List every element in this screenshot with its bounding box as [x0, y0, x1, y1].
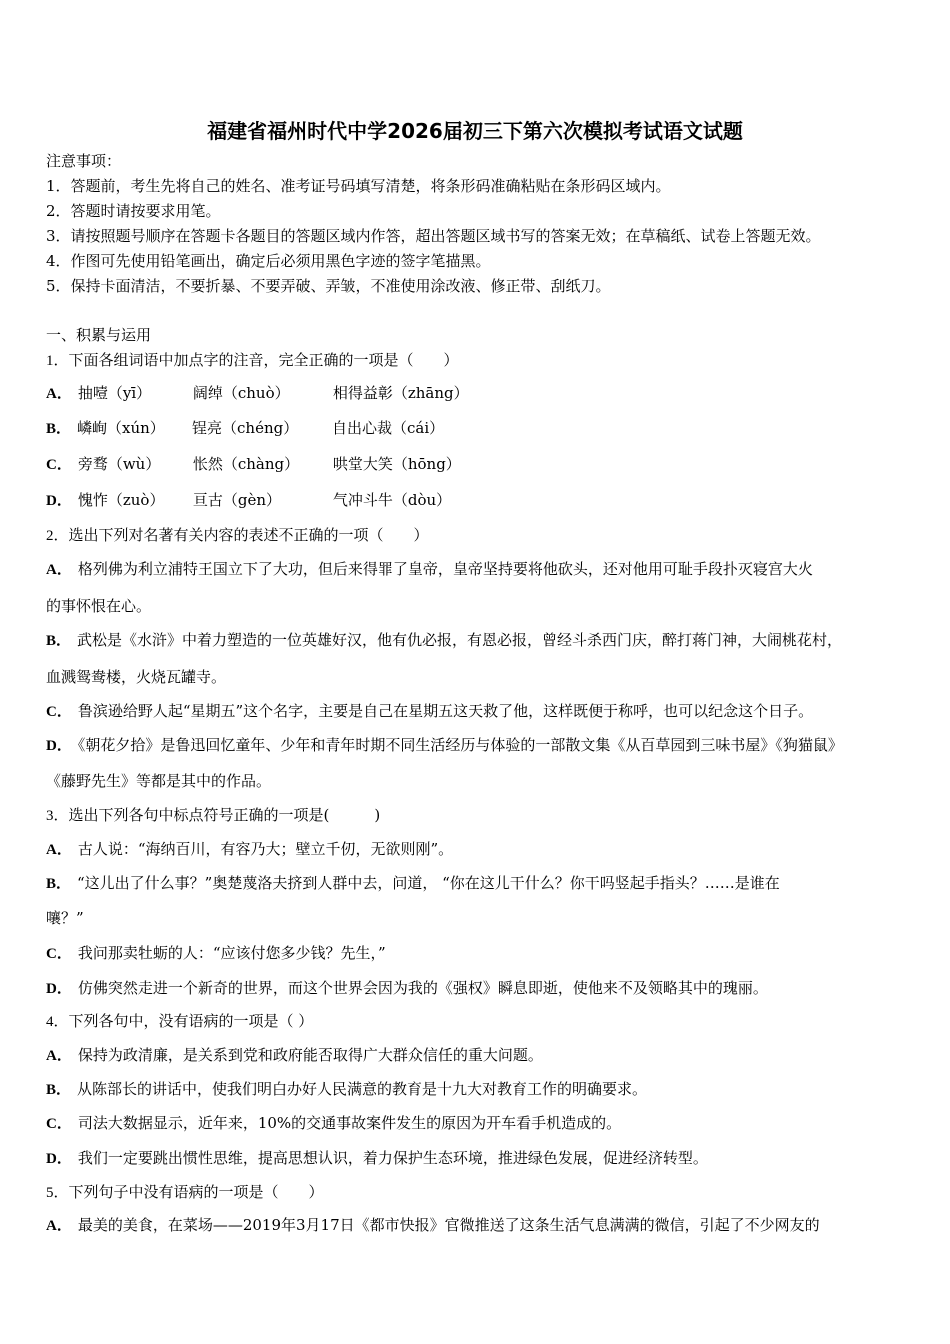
notice-item: 1．答题前，考生先将自己的姓名、准考证号码填写清楚，将条形码准确粘贴在条形码区域内。: [46, 177, 671, 195]
option-text: 我问那卖牡蛎的人：“应该付您多少钱？先生，”: [77, 944, 386, 962]
option-b: [46, 418, 444, 439]
option-text: 鲁滨逊给野人起“星期五”这个名字，主要是自己在星期五这天救了他，这样既便于称呼，也可以纪念这个日子。: [77, 702, 814, 720]
option-word: 愧怍（zuò）: [77, 491, 165, 509]
option-line: [46, 839, 453, 860]
option-word: 亘古（gèn）: [192, 491, 281, 509]
option-label: D．: [46, 738, 72, 754]
option-label: A．: [46, 386, 72, 402]
option-word: 怅然（chàng）: [192, 455, 300, 473]
option-label: D．: [46, 981, 72, 997]
option-label: C．: [46, 946, 72, 962]
option-text: 最美的美食，在菜场——2019年3月17日《都市快报》官微推送了这条生活气息满满的微信，引起了不少网友的: [77, 1216, 820, 1234]
option-line: [46, 559, 813, 580]
question-number: 3．: [46, 808, 69, 824]
option-a: [46, 383, 469, 404]
option-label: A．: [46, 562, 72, 578]
option-word: 抽噎（yī）: [77, 384, 152, 402]
option-text: 我们一定要跳出惯性思维，提高思想认识，着力保护生态环境，推进绿色发展，促进经济转型。: [77, 1149, 708, 1167]
question-number: 2．: [46, 528, 69, 544]
option-word: 旁骛（wù）: [77, 455, 161, 473]
option-d: [46, 490, 451, 511]
option-line: [46, 630, 842, 651]
question-number: 5．: [46, 1185, 69, 1201]
option-label: C．: [46, 457, 72, 473]
option-text: 血溅鸳鸯楼，火烧瓦罐寺。: [46, 668, 227, 686]
option-word: 气冲斗牛（dòu）: [332, 491, 452, 509]
option-word: 自出心裁（cái）: [332, 419, 445, 437]
option-text: 古人说：“海纳百川，有容乃大；壁立千仞，无欲则刚”。: [77, 840, 454, 858]
option-text: 从陈部长的讲话中，使我们明白办好人民满意的教育是十九大对教育工作的明确要求。: [77, 1080, 648, 1098]
option-line: [46, 1215, 820, 1236]
option-label: A．: [46, 1048, 72, 1064]
option-line: [46, 701, 813, 722]
option-word: 哄堂大笑（hōng）: [332, 455, 461, 473]
option-label: C．: [46, 1116, 72, 1132]
option-label: A．: [46, 842, 72, 858]
notice-item: 5．保持卡面清洁，不要折暴、不要弄破、弄皱，不准使用涂改液、修正带、刮纸刀。: [46, 277, 611, 295]
question-text: 选出下列对名著有关内容的表述不正确的一项（ ）: [68, 526, 429, 544]
option-line: [46, 1113, 621, 1134]
section-heading: 一、积累与运用: [46, 326, 152, 344]
option-label: D．: [46, 1151, 72, 1167]
option-text: “这儿出了什么事？”奥楚蔑洛夫挤到人群中去，问道， “你在这儿干什么？你干吗竖起手指头？……是谁在: [77, 874, 780, 892]
option-line: [46, 596, 151, 616]
question-text: 下列各句中，没有语病的一项是（ ）: [68, 1012, 314, 1030]
option-label: B．: [46, 1082, 72, 1098]
option-word: 嶙峋（xún）: [77, 419, 165, 437]
question-text: 下面各组词语中加点字的注音，完全正确的一项是（ ）: [68, 351, 459, 369]
notice-item: 2．答题时请按要求用笔。: [46, 202, 221, 220]
option-line: [46, 1148, 708, 1169]
option-text: 保持为政清廉，是关系到党和政府能否取得广大群众信任的重大问题。: [77, 1046, 543, 1064]
option-line: [46, 667, 226, 687]
option-line: [46, 1045, 543, 1066]
option-line: [46, 735, 843, 756]
option-line: [46, 873, 780, 894]
option-line: [46, 943, 386, 964]
option-line: [46, 771, 271, 791]
option-text: 武松是《水浒》中着力塑造的一位英雄好汉，他有仇必报，有恩必报，曾经斗杀西门庆，醉打蒋门神，大闹桃花村，: [77, 631, 843, 649]
option-text: 《朝花夕拾》是鲁迅回忆童年、少年和青年时期不同生活经历与体验的一部散文集《从百草园到三味书屋》《狗猫鼠》: [77, 736, 843, 754]
option-text: 仿佛突然走进一个新奇的世界，而这个世界会因为我的《强权》瞬息即逝，使他来不及领略其中的瑰丽。: [77, 979, 768, 997]
option-line: [46, 908, 84, 928]
question-3-stem: [46, 805, 380, 826]
option-word: 相得益彰（zhāng）: [332, 384, 469, 402]
option-c: [46, 454, 461, 475]
option-word: 锃亮（chéng）: [192, 419, 299, 437]
option-text: 的事怀恨在心。: [46, 597, 152, 615]
notice-item: 3．请按照题号顺序在答题卡各题目的答题区域内作答，超出答题区域书写的答案无效；在草稿纸、试卷上答题无效。: [46, 227, 821, 245]
option-line: [46, 1079, 647, 1100]
question-4-stem: [46, 1011, 313, 1032]
question-number: 1．: [46, 353, 69, 369]
option-label: C．: [46, 704, 72, 720]
option-word: 阔绰（chuò）: [192, 384, 290, 402]
notice-heading: 注意事项：: [46, 152, 122, 170]
option-label: A．: [46, 1218, 72, 1234]
option-line: [46, 978, 768, 999]
option-text: 《藤野先生》等都是其中的作品。: [46, 772, 272, 790]
option-text: 嚷？”: [46, 909, 84, 927]
option-label: D．: [46, 493, 72, 509]
question-1-stem: [46, 350, 459, 371]
question-text: 下列句子中没有语病的一项是（ ）: [68, 1183, 324, 1201]
option-text: 司法大数据显示，近年来，10%的交通事故案件发生的原因为开车看手机造成的。: [77, 1114, 622, 1132]
question-number: 4．: [46, 1014, 69, 1030]
option-label: B．: [46, 421, 72, 437]
question-2-stem: [46, 525, 429, 546]
question-5-stem: [46, 1182, 324, 1203]
option-label: B．: [46, 876, 72, 892]
page-title: 福建省福州时代中学2026届初三下第六次模拟考试语文试题: [207, 119, 743, 143]
question-text: 选出下列各句中标点符号正确的一项是( ): [68, 806, 381, 824]
notice-item: 4．作图可先使用铅笔画出，确定后必须用黑色字迹的签字笔描黑。: [46, 252, 491, 270]
option-label: B．: [46, 633, 72, 649]
option-text: 格列佛为利立浦特王国立下了大功，但后来得罪了皇帝，皇帝坚持要将他砍头，还对他用可耻手段扑灭寝宫大火: [77, 560, 813, 578]
